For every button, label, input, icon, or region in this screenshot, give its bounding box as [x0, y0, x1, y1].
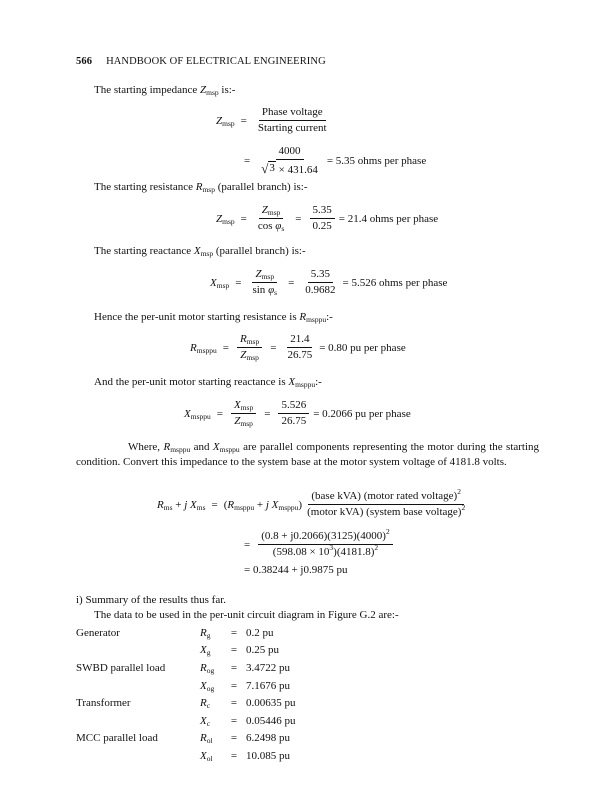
symbol-letter: R — [200, 697, 207, 710]
symbol-letter: X — [200, 714, 207, 727]
symbol-subscript: ol — [206, 753, 213, 763]
eq4-denominator: 0.9682 — [305, 284, 336, 296]
symbol-letter: X — [200, 749, 207, 762]
row-value: 0.00635 pu — [246, 697, 296, 710]
row-equals: = — [230, 714, 238, 727]
row-label: Generator — [76, 626, 120, 639]
text-fragment: The starting impedance — [94, 84, 198, 96]
row-equals: = — [230, 749, 238, 762]
text-fragment: (parallel branch) is:- — [217, 181, 308, 193]
row-label: Transformer — [76, 697, 131, 710]
table-row — [76, 624, 296, 642]
text-hence: Hence the per-unit motor starting resistance is $R_{msppu}:-$ — [94, 311, 333, 324]
row-symbol — [200, 747, 222, 765]
text-starting-impedance: The starting impedance $Z_{msp}$ is:- — [94, 84, 236, 97]
text-fragment: Hence the per-unit motor starting resistance is — [94, 311, 297, 323]
data-intro: The data to be used in the per-unit circuit diagram in Figure G.2 are:- — [94, 609, 399, 621]
symbol-subscript: ol — [206, 736, 213, 746]
table-row — [76, 677, 296, 695]
eq4-result: = 5.526 ohms per phase — [342, 276, 448, 289]
eq1-numerator: Phase voltage — [259, 106, 326, 121]
row-equals: = — [230, 626, 238, 639]
running-header — [76, 56, 326, 67]
symbol-subscript: g — [206, 630, 211, 640]
table-row — [76, 642, 296, 660]
where-paragraph: Where, $R_{msppu}$ and $X_{msppu}$ are parallel components representing the motor during the starting condition. Convert this impedance to the system base at the motor system voltage of 4181.8 volts. — [76, 441, 540, 468]
table-row — [76, 694, 296, 712]
text-fragment: Where, — [128, 441, 161, 453]
row-value: 3.4722 pu — [246, 661, 290, 674]
text-fragment: The starting reactance — [94, 245, 192, 257]
symbol-letter: X — [200, 644, 207, 657]
equation-4: $X_{msp}$ = $\frac{Z_{msp}}{\sin \varphi_s}$ = $\frac{5.35}{0.9682}$ = 5.526 ohms per phase — [210, 268, 448, 297]
row-equals: = — [230, 679, 238, 692]
table-row — [76, 730, 296, 748]
equation-8: = $\frac{(0.8 + j0.2066)(3125)(4000)^2}{(598.08 \times 10^3)(4181.8)^2}$ — [244, 530, 395, 559]
row-value: 0.25 pu — [246, 644, 279, 657]
eq2-result: = 5.35 ohms per phase — [326, 155, 427, 167]
row-symbol — [200, 712, 222, 730]
equation-3: $Z_{msp}$ = $\frac{Z_{msp}}{\cos \varphi_s}$ = $\frac{5.35}{0.25}$ = 21.4 ohms per phase — [216, 204, 439, 233]
row-equals: = — [230, 732, 238, 745]
symbol-letter: R — [200, 732, 207, 745]
row-label — [76, 677, 200, 695]
row-label — [76, 642, 200, 660]
row-value: 10.085 pu — [246, 749, 290, 762]
row-value: 0.2 pu — [246, 626, 274, 639]
eq6-numerator: 5.526 — [278, 399, 309, 414]
symbol-subscript: og — [206, 683, 215, 693]
row-symbol — [200, 624, 222, 642]
eq8-denominator: (598.08 × 10 — [272, 546, 330, 558]
eq2-sqrt-arg: 3 — [269, 162, 275, 174]
text-fragment: And the per-unit motor starting reactance is — [94, 376, 286, 388]
text-starting-reactance: The starting reactance $X_{msp}$ (parallel branch) is:- — [94, 245, 306, 258]
eq6-result: = 0.2066 pu per phase — [313, 407, 411, 420]
symbol-subscript: og — [206, 665, 215, 675]
summary-heading: i) Summary of the results thus far. — [76, 594, 227, 606]
eq4-numerator: 5.35 — [308, 268, 333, 283]
eq5-result: = 0.80 pu per phase — [319, 341, 406, 354]
row-value: 6.2498 pu — [246, 732, 290, 745]
row-symbol — [200, 677, 222, 695]
text-fragment: is:- — [221, 84, 236, 96]
row-label — [76, 747, 200, 765]
equation-6: $X_{msppu}$ = $\frac{X_{msp}}{Z_{msp}}$ = $\frac{5.526}{26.75}$ = 0.2066 pu per phase — [184, 399, 411, 428]
row-symbol — [200, 694, 222, 712]
row-symbol — [200, 642, 222, 660]
equation-9: = 0.38244 + j0.9875 pu — [244, 564, 348, 576]
eq5-numerator: 21.4 — [287, 333, 312, 348]
eq8-numerator: (0.8 + j0.2066)(3125)(4000) — [261, 530, 386, 542]
row-equals: = — [230, 661, 238, 674]
text-fragment: are parallel components representing the motor during the starting condition. Convert this impedance to the system base at the motor system voltage of 4181.8 volts. — [76, 441, 540, 468]
row-label: SWBD parallel load — [76, 661, 166, 674]
eq7-numerator: (base kVA) (motor rated voltage) — [311, 490, 458, 502]
eq3-result: = 21.4 ohms per phase — [338, 212, 439, 225]
eq2-numerator: 4000 — [276, 145, 304, 160]
eq2-denominator-rest: × 431.64 — [278, 164, 318, 176]
symbol-letter: R — [200, 661, 207, 674]
row-symbol — [200, 659, 222, 677]
text-and: And the per-unit motor starting reactance is $X_{msppu}:-$ — [94, 376, 322, 389]
text-fragment: The starting resistance — [94, 181, 193, 193]
table-row — [76, 659, 296, 677]
row-value: 0.05446 pu — [246, 714, 296, 727]
running-title: HANDBOOK OF ELECTRICAL ENGINEERING — [106, 56, 326, 67]
row-value: 7.1676 pu — [246, 679, 290, 692]
text-fragment: (parallel branch) is:- — [215, 245, 306, 257]
row-label — [76, 712, 200, 730]
eq6-denominator: 26.75 — [281, 415, 307, 427]
table-row — [76, 747, 296, 765]
eq8-denominator-rest: )(4181.8) — [333, 546, 375, 558]
symbol-letter: X — [200, 679, 207, 692]
page-number: 566 — [76, 56, 93, 67]
table-row — [76, 712, 296, 730]
summary-table — [76, 624, 296, 765]
equation-1: $Z_{msp}$ = $\frac{\text{Phase voltage}}{\text{Starting current}}$ — [216, 106, 332, 135]
symbol-subscript: c — [206, 701, 211, 711]
equation-5: $R_{msppu}$ = $\frac{R_{msp}}{Z_{msp}}$ = $\frac{21.4}{26.75}$ = 0.80 pu per phase — [190, 333, 406, 362]
eq1-denominator: Starting current — [257, 122, 327, 134]
row-equals: = — [230, 644, 238, 657]
text-starting-resistance: The starting resistance $R_{msp}$ (parallel branch) is:- — [94, 181, 308, 194]
row-equals: = — [230, 697, 238, 710]
symbol-subscript: g — [206, 648, 211, 658]
eq5-denominator: 26.75 — [287, 349, 313, 361]
symbol-letter: R — [200, 626, 207, 639]
text-fragment: and — [193, 441, 210, 453]
eq3-numerator: 5.35 — [310, 204, 335, 219]
row-symbol — [200, 730, 222, 748]
eq3-denominator: 0.25 — [312, 220, 332, 232]
symbol-subscript: c — [206, 718, 211, 728]
equation-2: = 4000 √ 3 × 431.64 = 5.35 ohms per phase — [244, 145, 427, 176]
row-label: MCC parallel load — [76, 732, 158, 745]
eq7-denominator: (motor kVA) (system base voltage) — [307, 506, 462, 518]
equation-7: $R_{ms} + j$ $X_{ms}$ = ($R_{msppu} + j$ $X_{msppu}$) $\frac{(base kVA) (motor rated voltage)^2}{(motor kVA) (system base voltage)^2}$ — [157, 487, 466, 518]
